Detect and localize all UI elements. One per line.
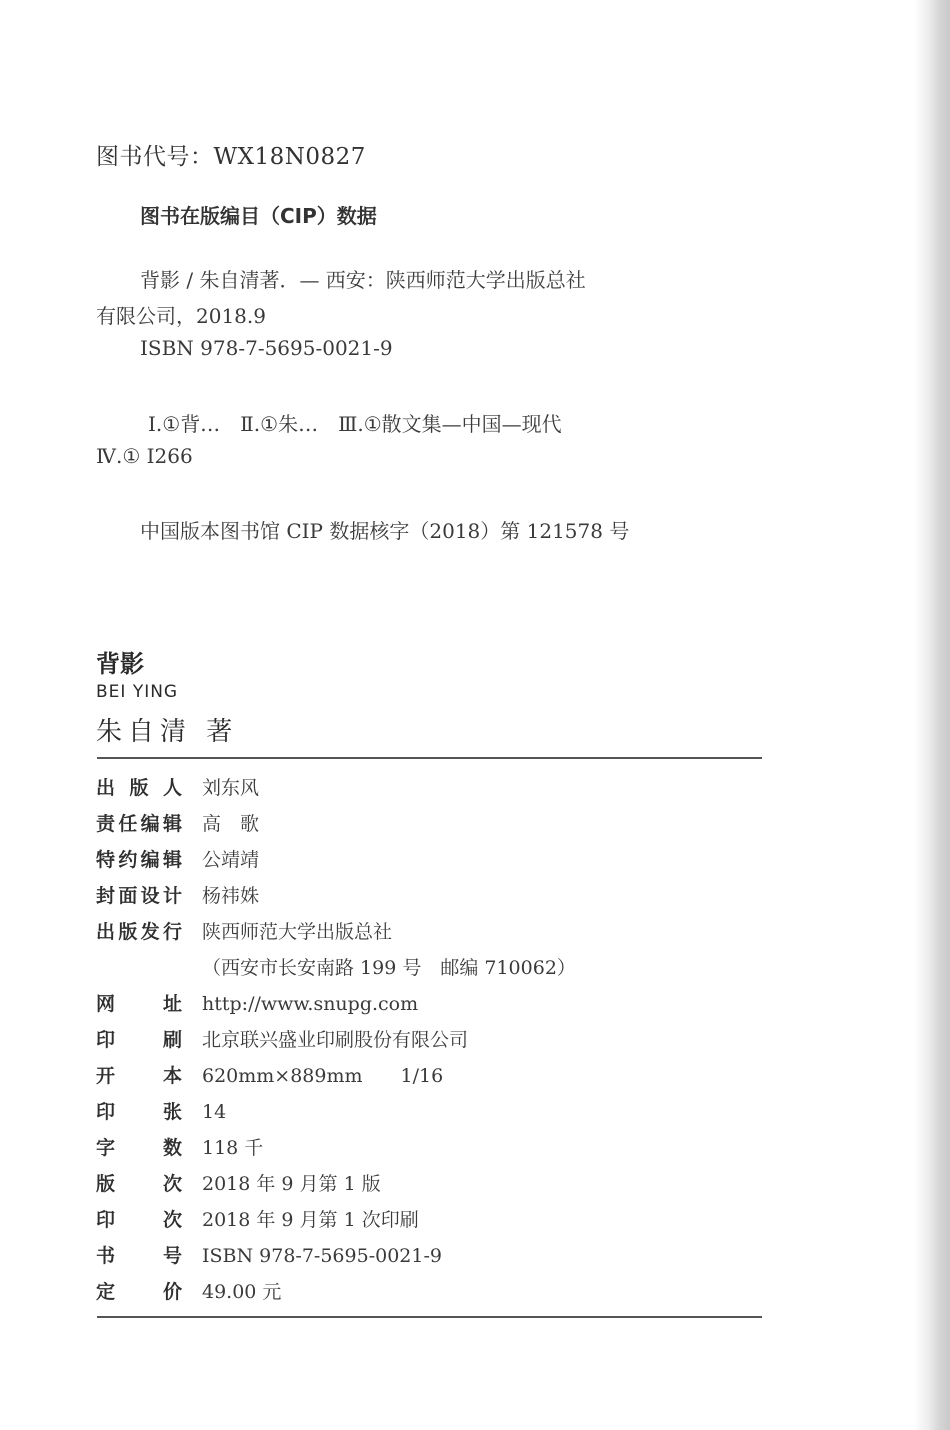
info-label-char: 人 — [162, 777, 182, 799]
info-value: 高 歌 — [202, 813, 260, 835]
info-label-char: 次 — [162, 1209, 182, 1231]
info-label — [96, 878, 182, 914]
cip-approval-number: 中国版本图书馆 CIP 数据核字（2018）第 121578 号 — [140, 519, 630, 543]
book-title: 背影 — [96, 650, 144, 678]
book-author: 朱自清 著 — [96, 717, 239, 747]
info-label — [96, 1202, 182, 1238]
info-label — [96, 1166, 182, 1202]
info-label-char: 发 — [140, 921, 160, 943]
info-value: http://www.snupg.com — [202, 993, 419, 1015]
info-label — [96, 1130, 182, 1166]
info-label-char: 特 — [96, 849, 116, 871]
info-label-char: 本 — [162, 1065, 182, 1087]
cip-isbn: ISBN 978-7-5695-0021-9 — [140, 336, 393, 360]
info-label-char: 责 — [96, 813, 116, 835]
info-label-char: 编 — [140, 813, 160, 835]
info-label-char: 开 — [96, 1065, 116, 1087]
info-row — [96, 1130, 756, 1166]
info-label-char: 出 — [96, 921, 116, 943]
info-row — [96, 806, 756, 842]
info-row — [96, 1094, 756, 1130]
page-edge-shadow — [914, 0, 950, 1430]
info-value: 2018 年 9 月第 1 版 — [202, 1173, 381, 1195]
info-label-char: 字 — [96, 1137, 116, 1159]
info-label — [96, 806, 182, 842]
info-label-char: 印 — [96, 1101, 116, 1123]
info-label-char: 辑 — [162, 849, 182, 871]
info-row — [96, 950, 756, 986]
info-label-char: 约 — [118, 849, 138, 871]
info-value: 620mm×889mm 1/16 — [202, 1065, 444, 1087]
cip-line: 有限公司，2018.9 — [96, 304, 266, 328]
info-value: 刘东风 — [202, 777, 260, 799]
info-label-char: 次 — [162, 1173, 182, 1195]
info-label — [96, 1094, 182, 1130]
info-label-char: 网 — [96, 993, 116, 1015]
info-label-char: 辑 — [162, 813, 182, 835]
info-label-char: 张 — [162, 1101, 182, 1123]
info-value: （西安市长安南路 199 号 邮编 710062） — [202, 957, 576, 979]
info-label-char: 址 — [162, 993, 182, 1015]
info-label-char: 出 — [96, 777, 116, 799]
info-value: 14 — [202, 1101, 227, 1123]
info-label — [96, 914, 182, 950]
info-value: 北京联兴盛业印刷股份有限公司 — [202, 1029, 469, 1051]
info-label — [96, 986, 182, 1022]
info-row — [96, 1274, 756, 1310]
cip-subject: Ⅰ.①背… Ⅱ.①朱… Ⅲ.①散文集—中国—现代 — [148, 412, 562, 436]
info-label-char: 封 — [96, 885, 116, 907]
cip-classification: Ⅳ.① I266 — [96, 444, 193, 468]
info-label-char: 刷 — [162, 1029, 182, 1051]
info-value: 2018 年 9 月第 1 次印刷 — [202, 1209, 419, 1231]
info-row — [96, 1166, 756, 1202]
info-label-char: 数 — [162, 1137, 182, 1159]
info-row — [96, 878, 756, 914]
info-row — [96, 1238, 756, 1274]
info-row — [96, 1022, 756, 1058]
info-label — [96, 1058, 182, 1094]
info-label-char: 版 — [96, 1173, 116, 1195]
divider-bottom — [97, 1316, 762, 1318]
info-label-char: 任 — [118, 813, 138, 835]
info-label-char: 编 — [140, 849, 160, 871]
info-label-char: 定 — [96, 1281, 116, 1303]
info-label-char: 印 — [96, 1029, 116, 1051]
info-label — [96, 1274, 182, 1310]
info-label-char: 设 — [140, 885, 160, 907]
info-row — [96, 842, 756, 878]
info-value: 陕西师范大学出版总社 — [202, 921, 393, 943]
info-label-char: 书 — [96, 1245, 116, 1267]
info-value: 118 千 — [202, 1137, 264, 1159]
info-label — [96, 842, 182, 878]
info-row — [96, 1202, 756, 1238]
info-value: ISBN 978-7-5695-0021-9 — [202, 1245, 442, 1267]
info-label-char: 印 — [96, 1209, 116, 1231]
info-value: 杨祎姝 — [202, 885, 260, 907]
info-row — [96, 986, 756, 1022]
info-row — [96, 770, 756, 806]
info-label — [96, 770, 182, 806]
book-code: 图书代号：WX18N0827 — [96, 144, 366, 170]
info-label — [96, 1238, 182, 1274]
info-label-char: 价 — [162, 1281, 182, 1303]
book-title-pinyin: BEI YING — [96, 682, 179, 702]
info-label-char: 计 — [162, 885, 182, 907]
info-label-char: 号 — [162, 1245, 182, 1267]
info-row — [96, 914, 756, 950]
cip-line: 背影 / 朱自清著．— 西安：陕西师范大学出版总社 — [140, 268, 586, 292]
info-label-char: 版 — [118, 921, 138, 943]
cip-heading: 图书在版编目（CIP）数据 — [140, 204, 377, 228]
info-row — [96, 1058, 756, 1094]
info-label-char: 行 — [162, 921, 182, 943]
info-label-char: 面 — [118, 885, 138, 907]
info-value: 公靖靖 — [202, 849, 260, 871]
info-label-char: 版 — [129, 777, 149, 799]
info-value: 49.00 元 — [202, 1281, 282, 1303]
divider-top — [97, 757, 762, 759]
publication-info — [96, 770, 756, 1310]
info-label — [96, 1022, 182, 1058]
